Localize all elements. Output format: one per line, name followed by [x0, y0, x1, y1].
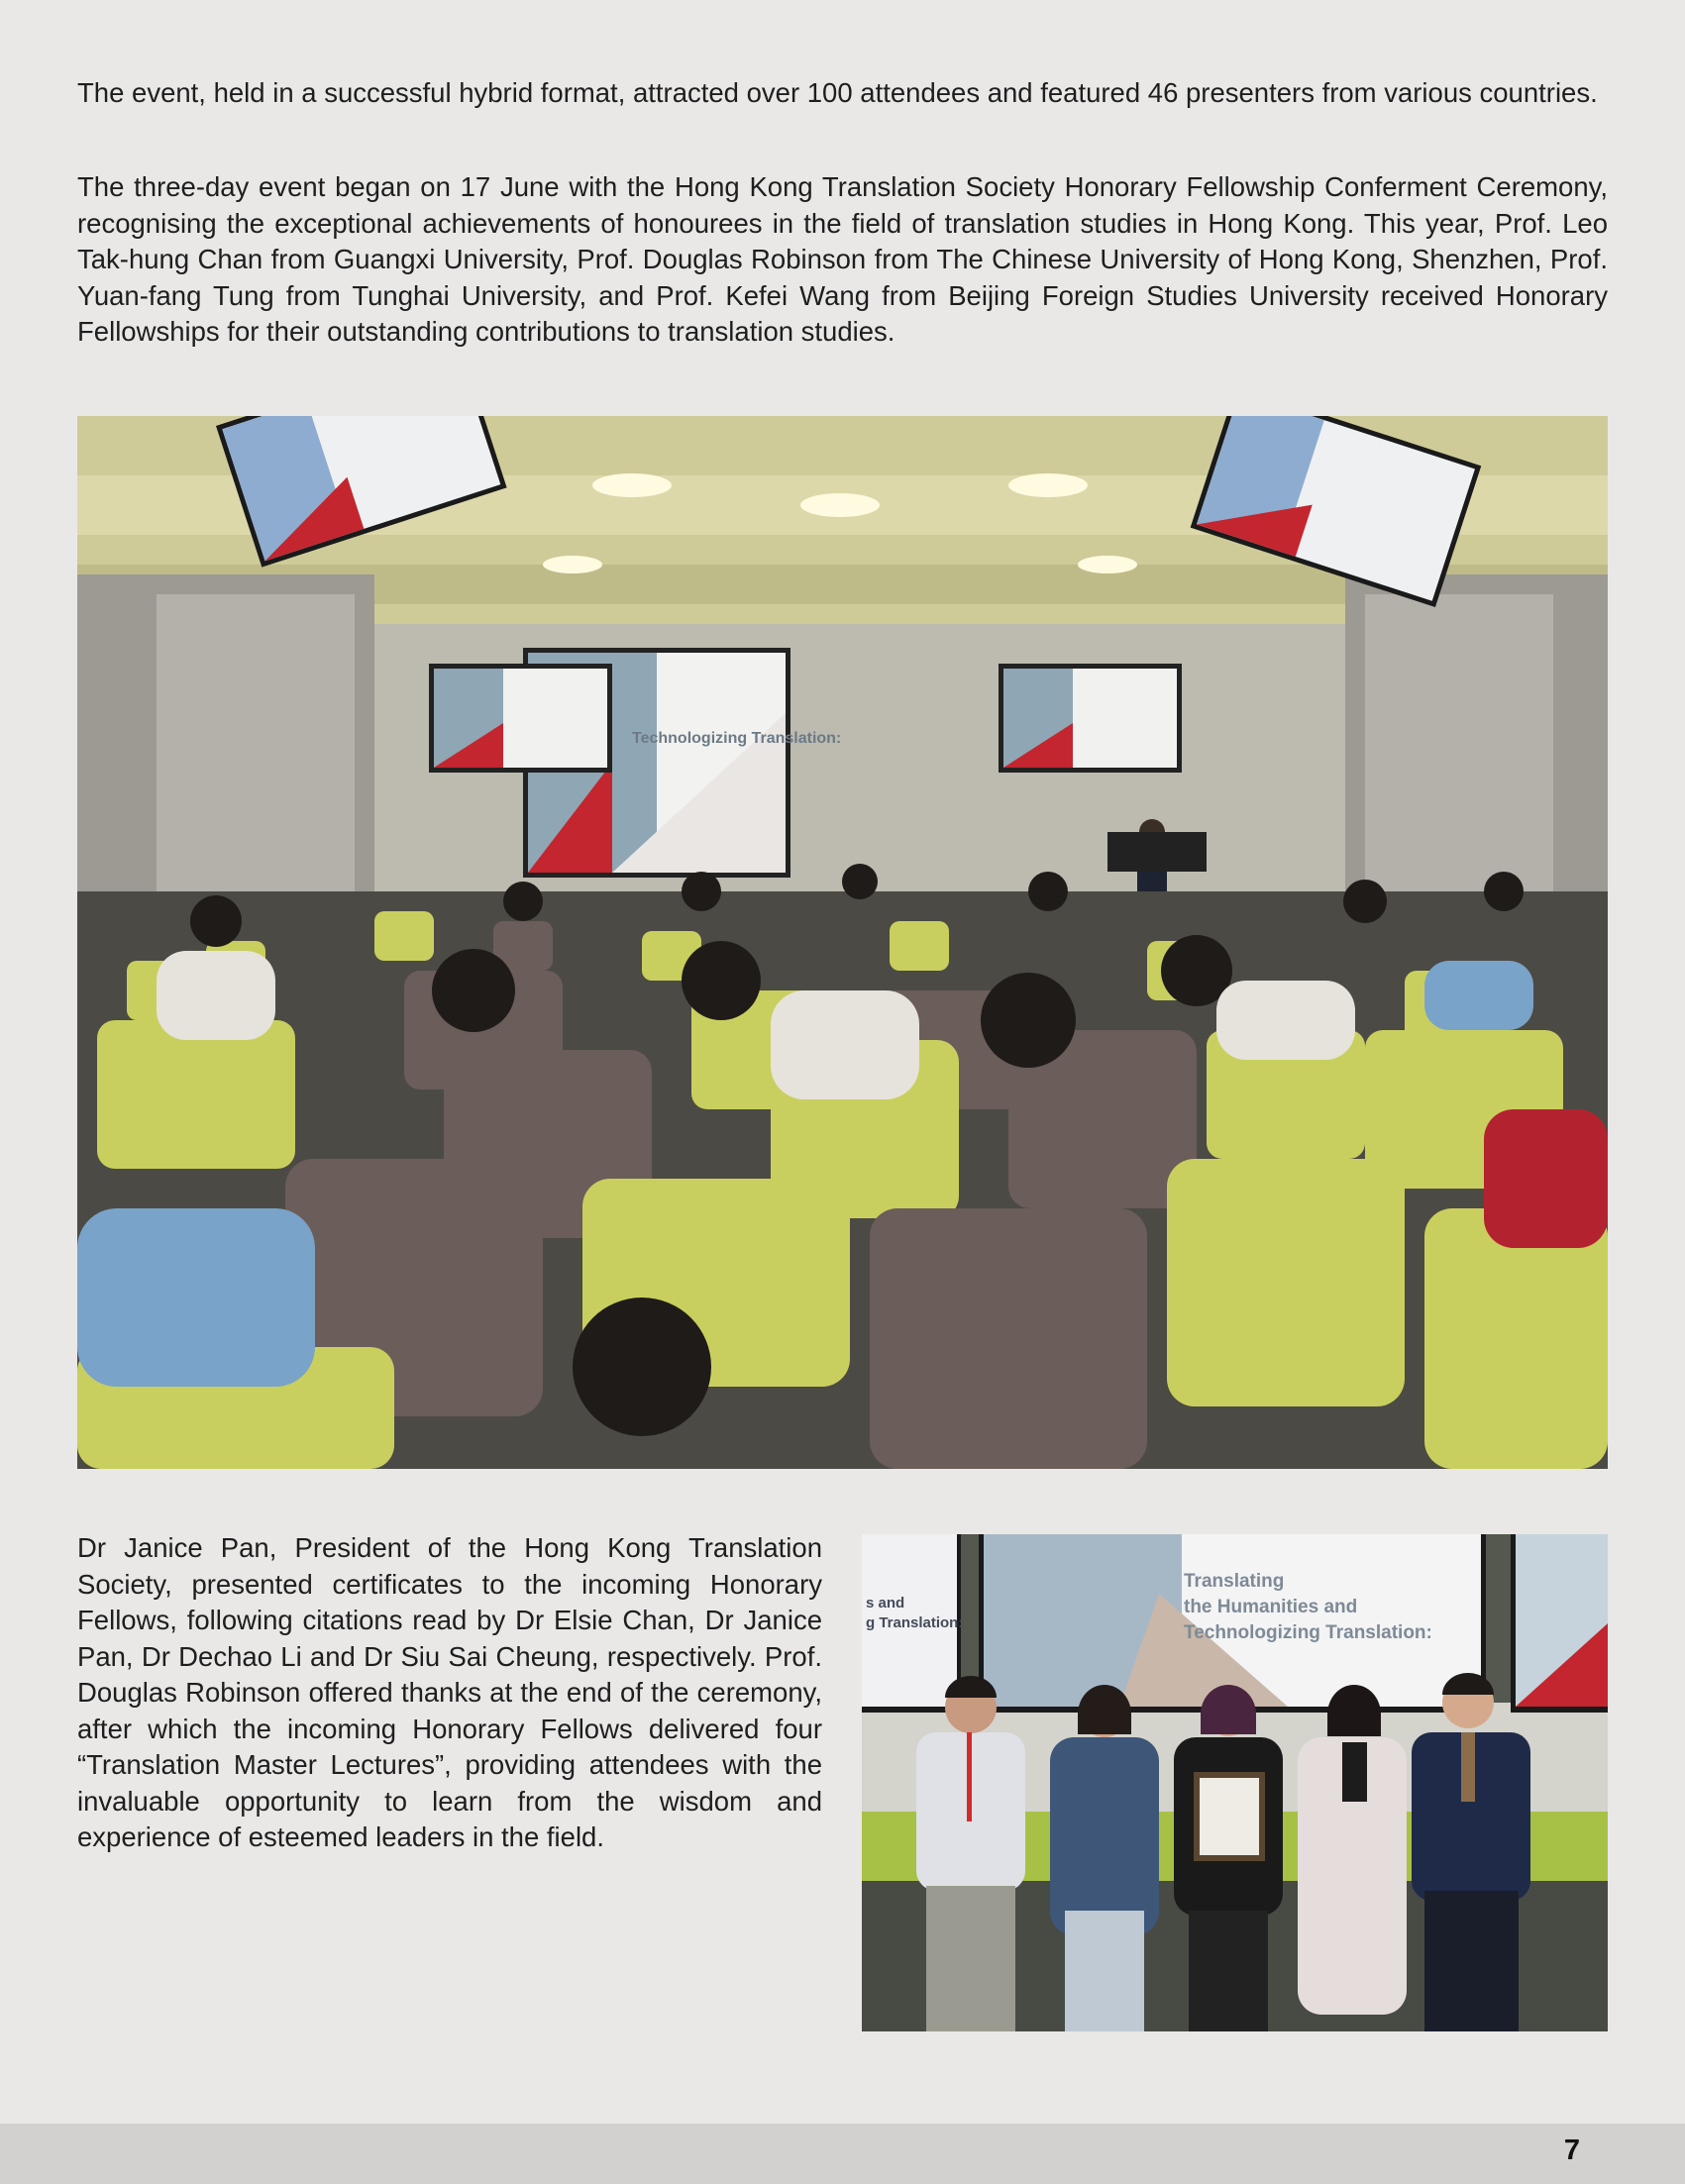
group-photo [862, 1534, 1608, 2031]
footer-strip [0, 2124, 1685, 2184]
slide-title-line-2: the Humanities and [1184, 1597, 1358, 1617]
slide-partial-line-1: s and [866, 1595, 905, 1612]
paragraph-fellowship-ceremony: The three-day event began on 17 June with the Hong Kong Translation Society Honorary Fellowship Conferment Ceremony, recognising the exceptional achievements of honourees in the field of translation studies in Hong Kong. This year, Prof. Leo Tak-hung Chan from Guangxi University, Prof. Douglas Robinson from The Chinese University of Hong Kong, Shenzhen, Prof. Yuan-fang Tung from Tunghai University, and Prof. Kefei Wang from Beijing Foreign Studies University received Honorary Fellowships for their outstanding contributions to translation studies. [77, 171, 1608, 347]
paragraph-certificates: Dr Janice Pan, President of the Hong Kong Translation Society, presented certificates to the incoming Honorary Fellows, following citations read by Dr Elsie Chan, Dr Janice Pan, Dr Dechao Li and Dr Siu Sai Cheung, respectively. Prof. Douglas Robinson offered thanks at the end of the ceremony, after which the incoming Honorary Fellows delivered four “Translation Master Lectures”, providing attendees with the invaluable opportunity to learn from the wisdom and experience of esteemed leaders in the field. [77, 1532, 822, 1852]
lecture-hall-photo [77, 416, 1608, 1469]
slide-title-line-3: Technologizing Translation: [1184, 1622, 1432, 1643]
slide-title-line-1: Translating [1184, 1571, 1285, 1592]
paragraph-attendance: The event, held in a successful hybrid format, attracted over 100 attendees and featured 46 presenters from various countries. [77, 77, 1598, 108]
stage-slide-title: Technologizing Translation: [632, 730, 842, 747]
lecture-hall-illustration [77, 416, 1608, 1469]
page-number: 7 [1563, 2134, 1580, 2166]
slide-partial-line-2: g Translation: [866, 1614, 964, 1631]
group-photo-illustration [862, 1534, 1608, 2031]
